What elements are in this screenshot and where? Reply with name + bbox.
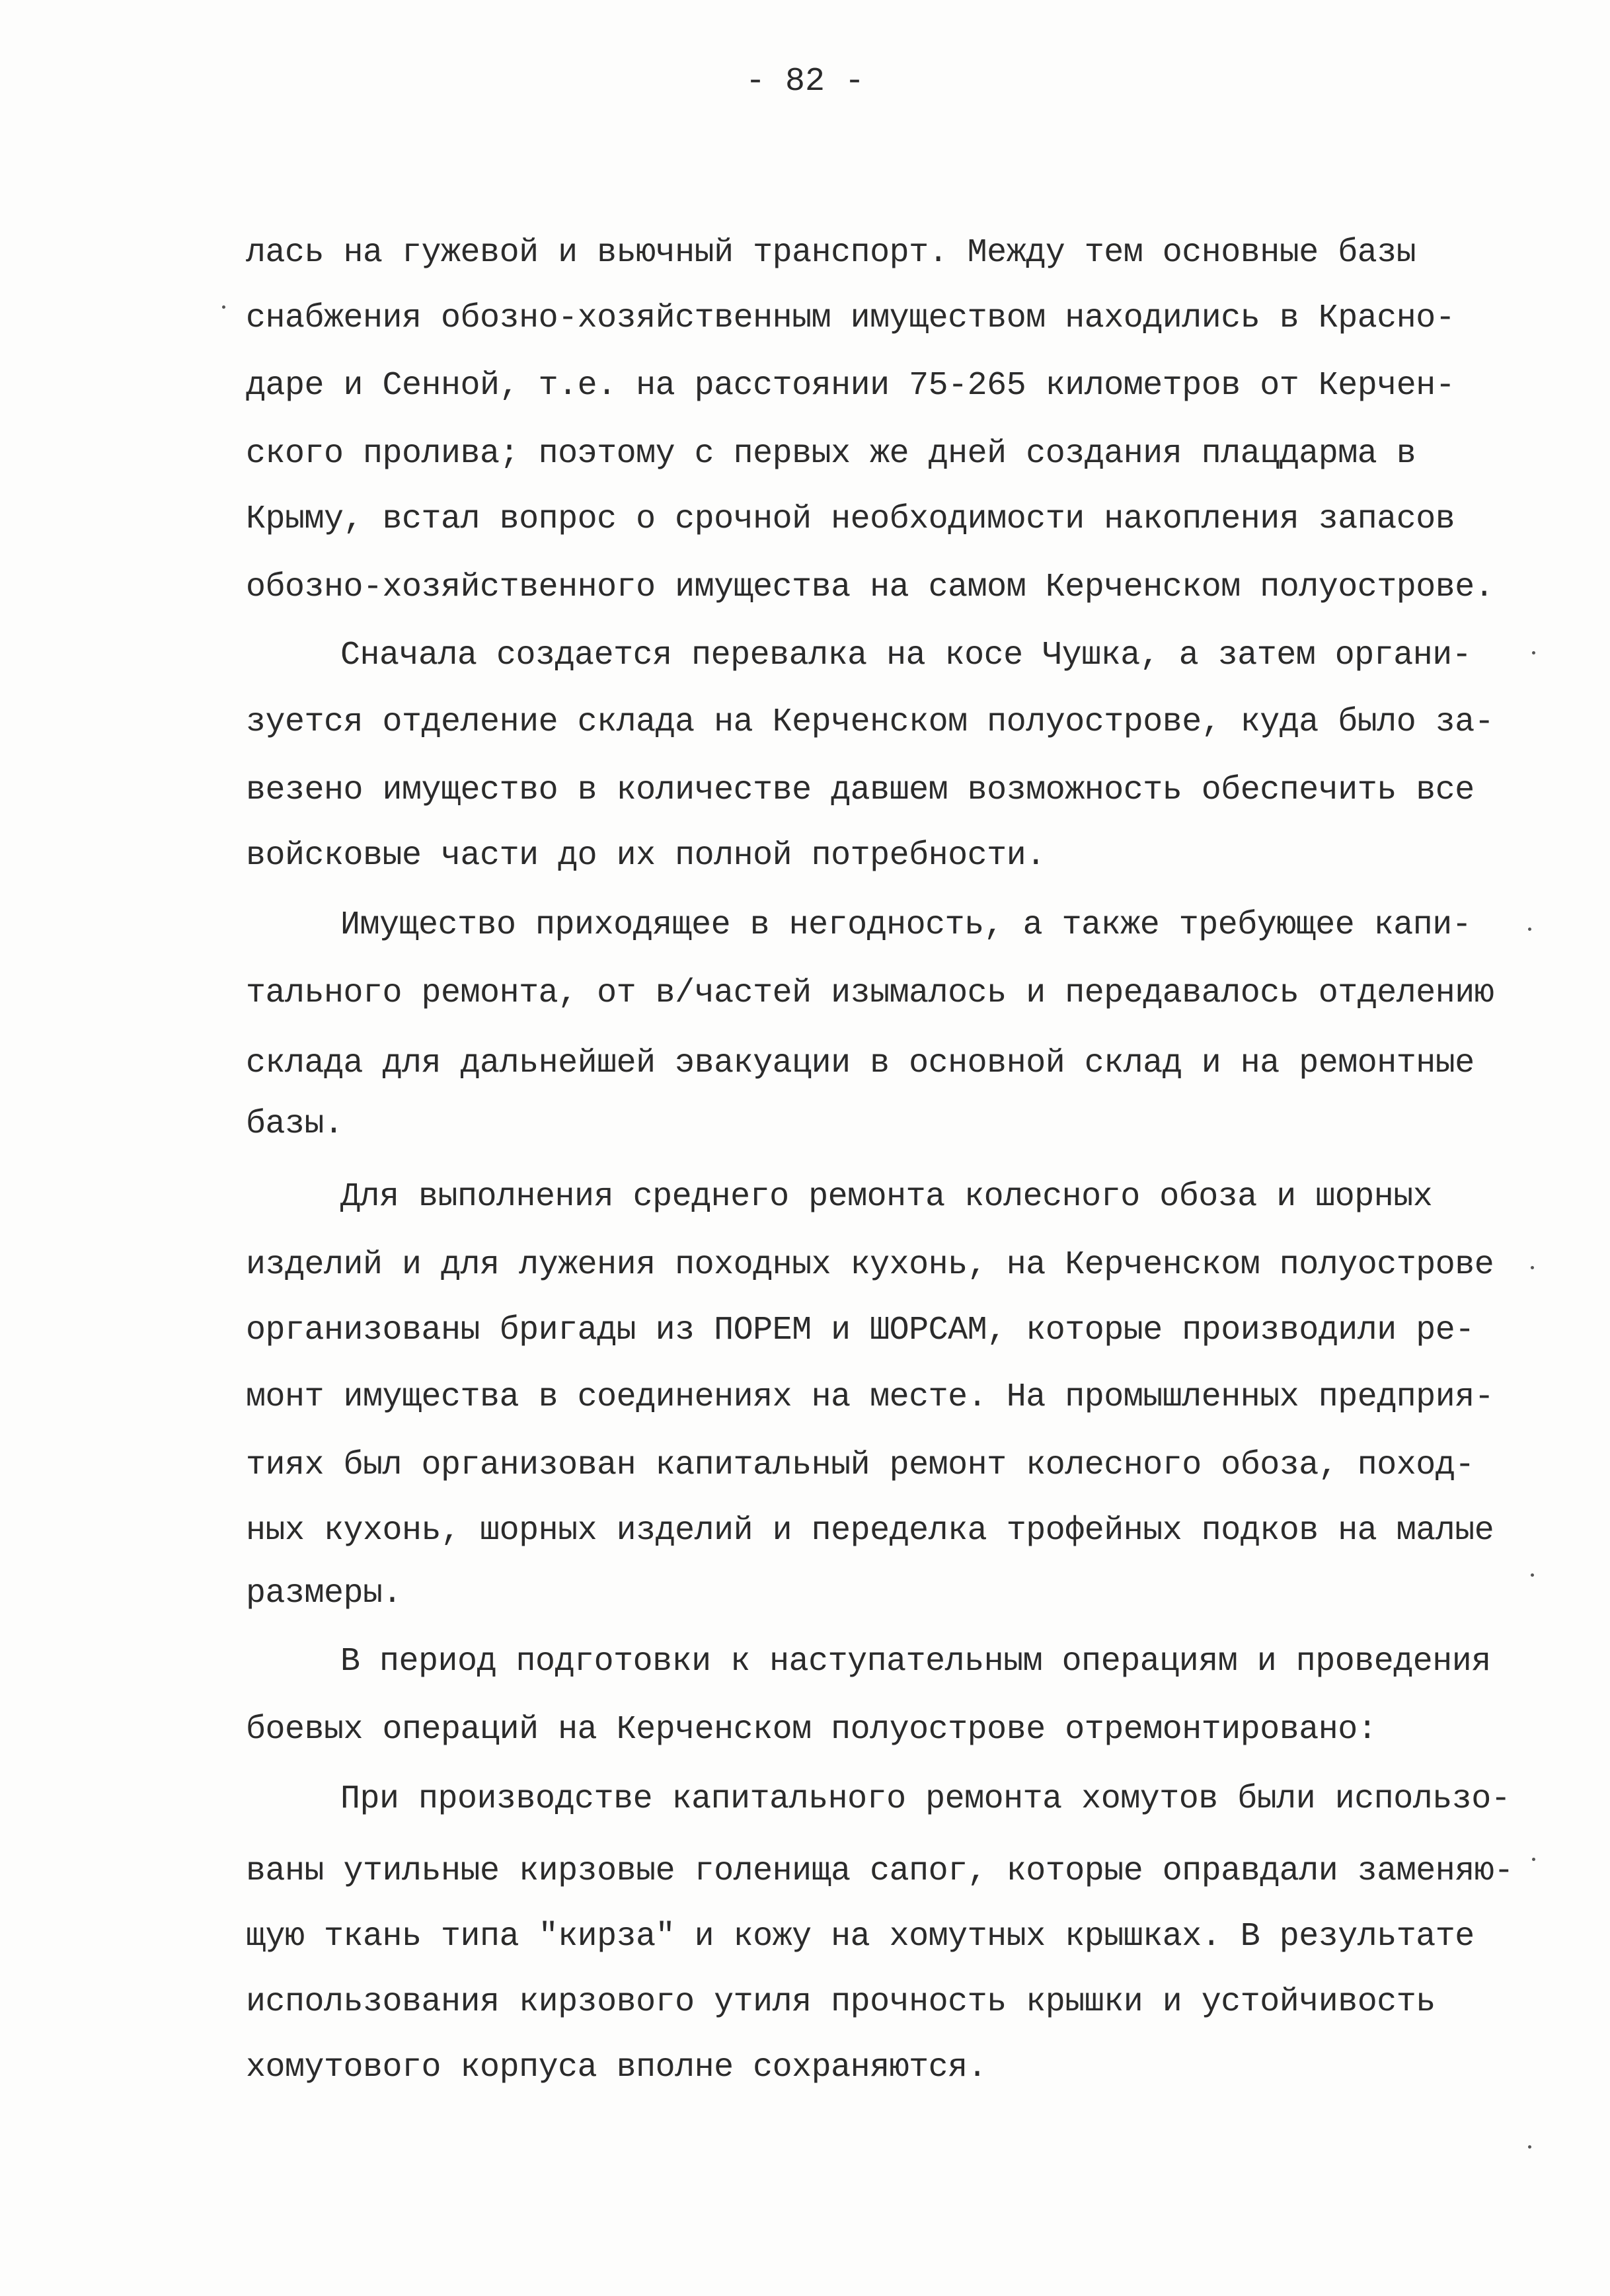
scan-speck <box>1532 1858 1535 1861</box>
scan-speck <box>1528 2145 1531 2149</box>
text-line: использования кирзового утиля прочность крышки и устойчивость <box>246 1983 1436 2021</box>
scan-speck <box>1531 1573 1534 1577</box>
text-line: размеры. <box>246 1575 402 1612</box>
text-line: боевых операций на Керченском полуострове отремонтировано: <box>246 1711 1377 1749</box>
text-line: снабжения обозно-хозяйственным имуществом находились в Красно- <box>246 299 1455 337</box>
paragraph-first-line: При производстве капитального ремонта хомутов были использо- <box>340 1780 1511 1818</box>
paragraph-first-line: В период подготовки к наступательным операциям и проведения <box>340 1643 1491 1681</box>
text-line: лась на гужевой и вьючный транспорт. Между тем основные базы <box>246 234 1416 272</box>
text-line: склада для дальнейшей эвакуации в основной склад и на ремонтные <box>246 1045 1475 1082</box>
paragraph-first-line: Для выполнения среднего ремонта колесного обоза и шорных <box>340 1178 1433 1216</box>
text-line: базы. <box>246 1105 344 1143</box>
text-line: хомутового корпуса вполне сохраняются. <box>246 2049 987 2086</box>
text-line: Крыму, встал вопрос о срочной необходимости накопления запасов <box>246 500 1455 538</box>
text-line: войсковые части до их полной потребности. <box>246 837 1046 875</box>
paragraph-first-line: Имущество приходящее в негодность, а также требующее капи- <box>340 906 1472 944</box>
text-line: ваны утильные кирзовые голенища сапог, которые оправдали заменяю- <box>246 1852 1514 1890</box>
text-line: ского пролива; поэтому с первых же дней создания плацдарма в <box>246 435 1416 473</box>
page-number: - 82 - <box>745 63 865 100</box>
scan-speck <box>1528 928 1531 931</box>
text-line: ных кухонь, шорных изделий и переделка трофейных подков на малые <box>246 1512 1494 1550</box>
text-line: зуется отделение склада на Керченском полуострове, куда было за- <box>246 703 1494 741</box>
text-line: тального ремонта, от в/частей изымалось и передавалось отделению <box>246 974 1494 1012</box>
text-line: монт имущества в соединениях на месте. На промышленных предприя- <box>246 1378 1494 1416</box>
text-line: даре и Сенной, т.е. на расстоянии 75-265 километров от Керчен- <box>246 367 1455 405</box>
text-line: организованы бригады из ПОРЕМ и ШОРСАМ, которые производили ре- <box>246 1312 1475 1349</box>
text-line: тиях был организован капитальный ремонт колесного обоза, поход- <box>246 1446 1475 1484</box>
text-line: щую ткань типа "кирза" и кожу на хомутных крышках. В результате <box>246 1918 1475 1956</box>
scan-speck <box>1531 1266 1534 1269</box>
scan-speck <box>222 305 225 309</box>
text-line: обозно-хозяйственного имущества на самом Керченском полуострове. <box>246 569 1494 606</box>
paragraph-first-line: Сначала создается перевалка на косе Чушка, а затем органи- <box>340 637 1472 674</box>
text-line: везено имущество в количестве давшем возможность обеспечить все <box>246 772 1475 809</box>
scan-speck <box>1532 651 1535 654</box>
text-line: изделий и для лужения походных кухонь, на Керченском полуострове <box>246 1246 1494 1284</box>
